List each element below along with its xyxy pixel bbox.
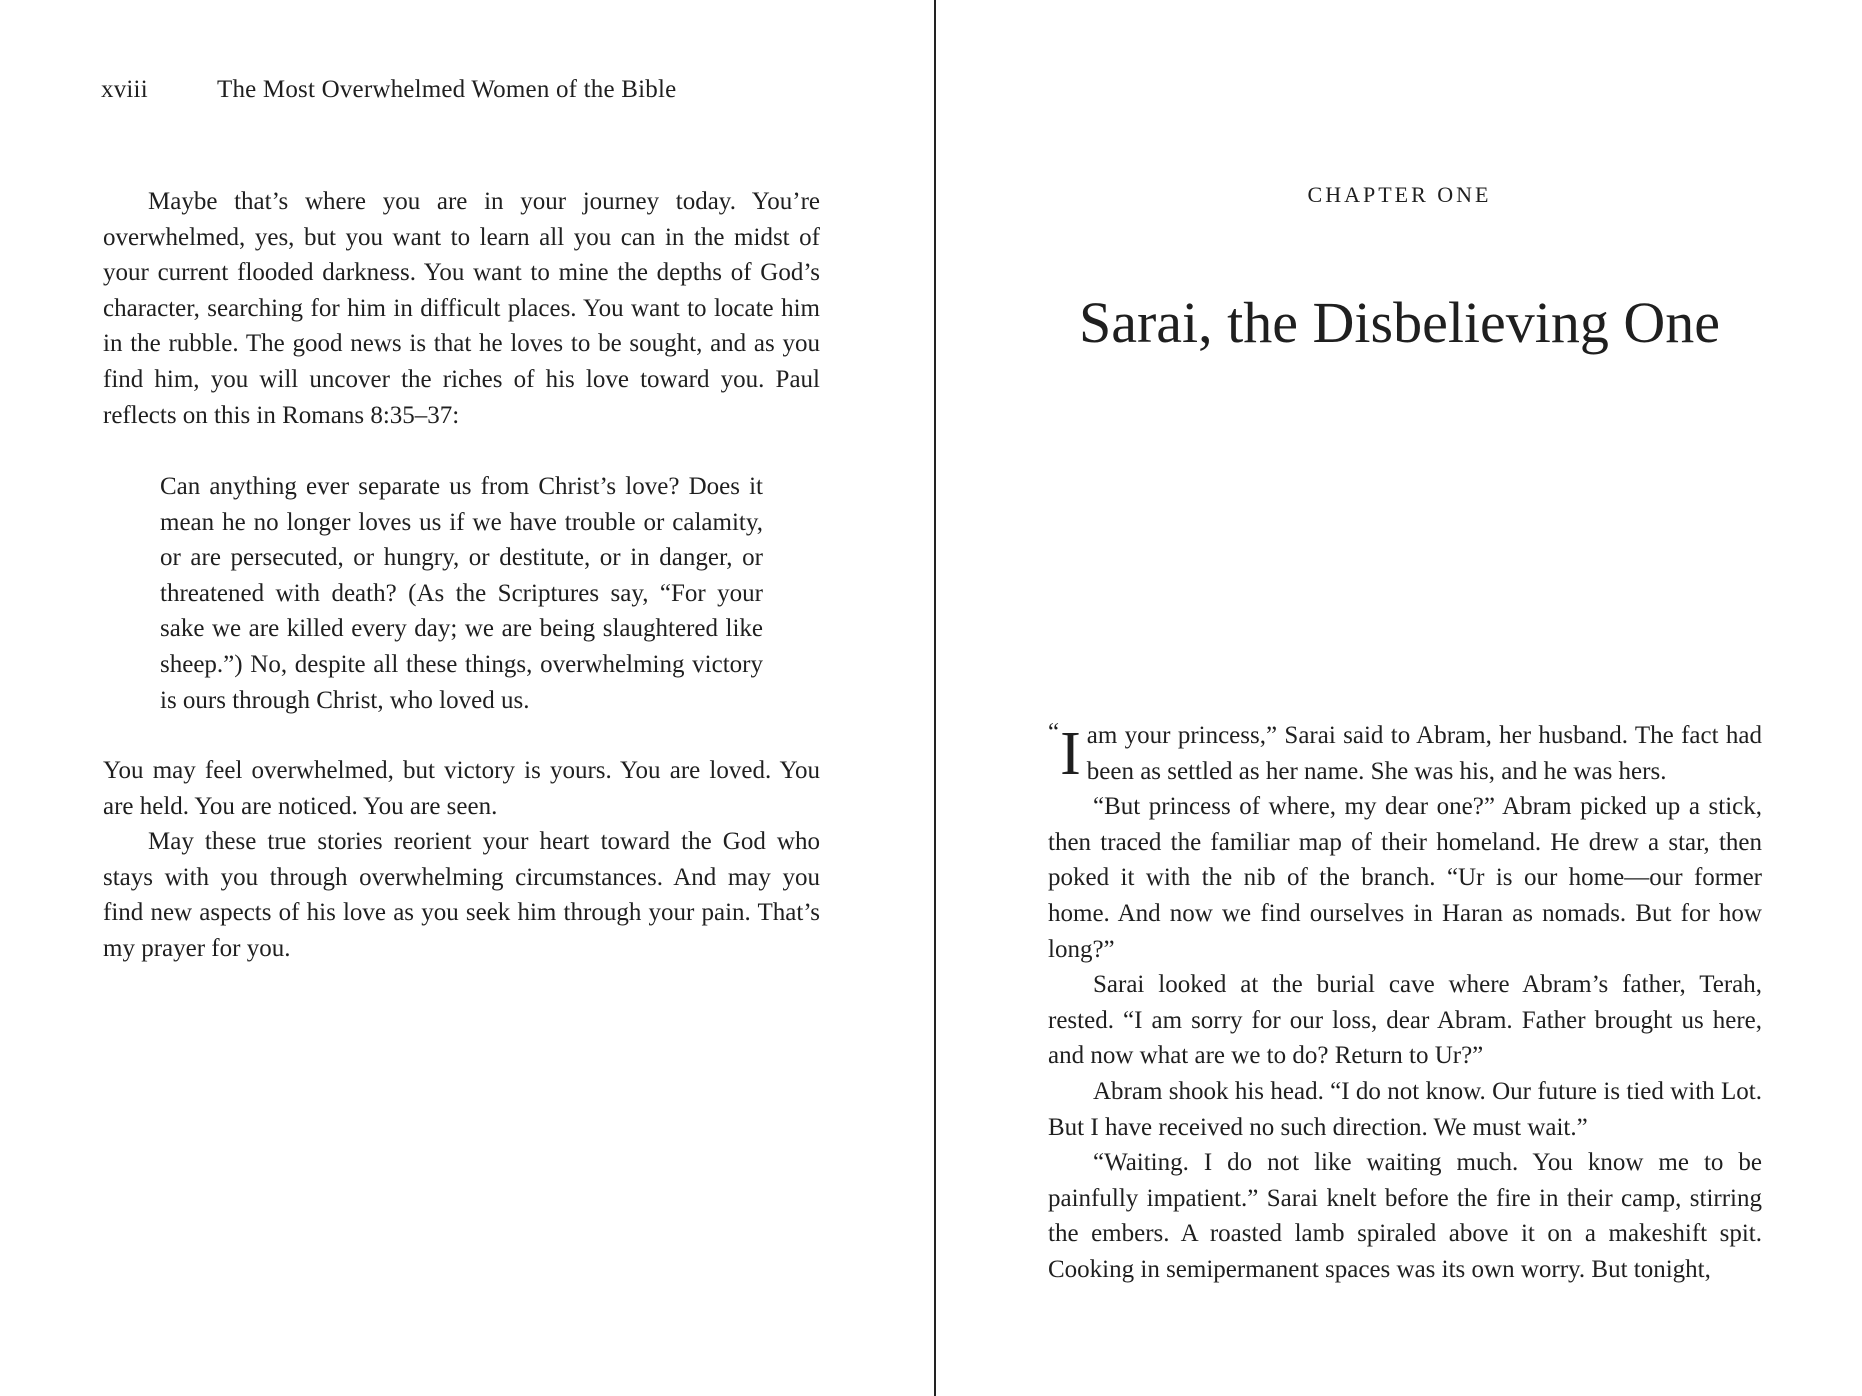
right-page xyxy=(937,0,1862,1396)
paragraph: “Waiting. I do not like waiting much. You know me to be painfully impatient.” Sarai knelt before the fire in their camp, stirring the embers. A roasted lamb spiraled above it on a makeshift spit. Cooking in semipermanent spaces was its own worry. But tonight, xyxy=(1048,1149,1762,1283)
paragraph: You may feel overwhelmed, but victory is yours. You are loved. You are held. You are noticed. You are seen. xyxy=(103,757,820,820)
opening-paragraph xyxy=(1048,718,1762,789)
chapter-label: CHAPTER ONE xyxy=(1307,182,1492,207)
page-number: xviii xyxy=(101,76,148,103)
running-header xyxy=(101,74,676,106)
running-title: The Most Overwhelmed Women of the Bible xyxy=(217,76,677,103)
opening-quote-mark: “ xyxy=(1048,719,1060,746)
paragraph: Sarai looked at the burial cave where Abram’s father, Terah, rested. “I am sorry for our loss, dear Abram. Father brought us here, and now what are we to do? Return to Ur?” xyxy=(1048,971,1762,1070)
paragraph: “But princess of where, my dear one?” Abram picked up a stick, then traced the familiar map of their homeland. He drew a star, then poked it with the nib of the branch. “Ur is our home—our former home. And now we find ourselves in Haran as nomads. But for how long?” xyxy=(1048,793,1762,963)
drop-cap: I xyxy=(1060,720,1081,788)
paragraph: May these true stories reorient your heart toward the God who stays with you through overwhelming circumstances. And may you find new aspects of his love as you seek him through your pain. That’s my prayer for you. xyxy=(103,828,820,962)
page-gutter-divider xyxy=(934,0,936,1396)
left-body-text xyxy=(103,184,820,433)
scripture-block-quote: Can anything ever separate us from Christ’s love? Does it mean he no longer loves us if we have trouble or calamity, or are persecuted, or hungry, or destitute, or in danger, or threatened with death? (As the Scriptures say, “For your sake we are killed every day; we are being slaughtered like sheep.”) No, despite all these things, overwhelming victory is ours through Christ, who loved us. xyxy=(160,473,763,714)
right-body-text xyxy=(1048,718,1762,1288)
chapter-title: Sarai, the Disbelieving One xyxy=(1078,290,1721,355)
left-closing-text xyxy=(103,753,820,967)
paragraph: Abram shook his head. “I do not know. Our future is tied with Lot. But I have received no such direction. We must wait.” xyxy=(1048,1077,1762,1141)
paragraph: Maybe that’s where you are in your journey today. You’re overwhelmed, yes, but you want to learn all you can in the midst of your current flooded darkness. You want to mine the depths of God’s character, searching for him in difficult places. You want to locate him in the rubble. The good news is that he loves to be sought, and as you find him, you will uncover the riches of his love toward you. Paul reflects on this in Romans 8:35–37: xyxy=(103,188,820,429)
opening-paragraph-text: am your princess,” Sarai said to Abram, her husband. The fact had been as settled as her name. She was his, and he was hers. xyxy=(1086,722,1762,785)
